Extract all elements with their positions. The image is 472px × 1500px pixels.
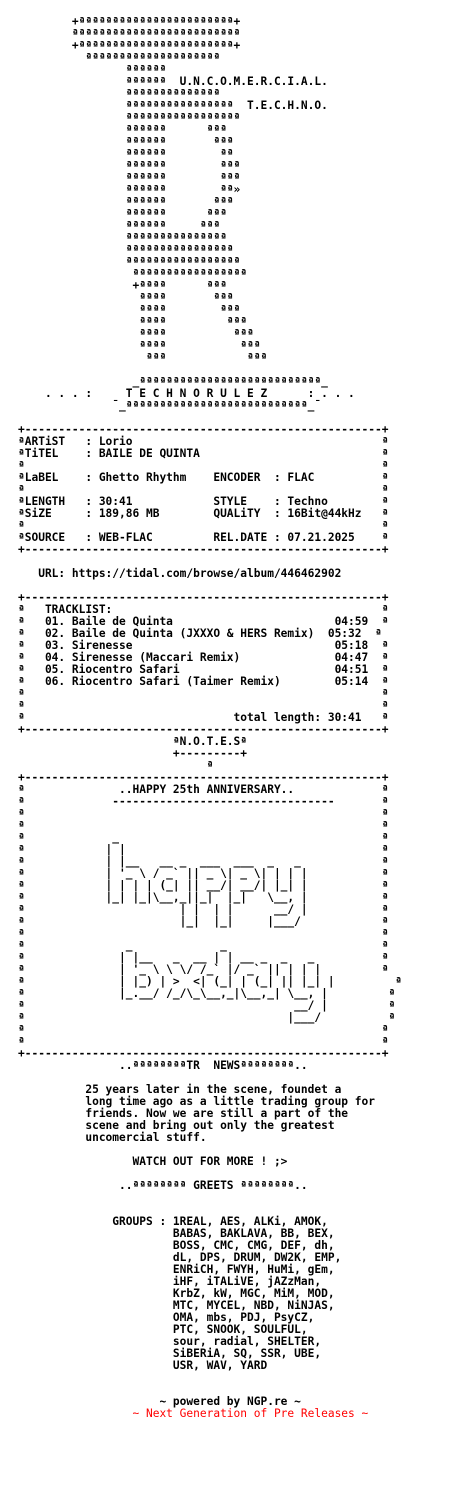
nfo-line: ª ª [18, 927, 389, 940]
nfo-line: dL, DPS, DRUM, DW2K, EMP, [18, 1251, 342, 1264]
nfo-line: BABAS, BAKLAVA, BB, BEX, [18, 1227, 335, 1240]
nfo-line: ª 04. Sirenesse (Maccari Remix) 04:47 ª [18, 651, 389, 664]
nfo-line: ªªªª ªªª [18, 291, 234, 304]
nfo-line: +-----------------------------------------------------+ [18, 771, 389, 784]
nfo-line: ªTiTEL : BAILE DE QUINTA ª [18, 447, 389, 460]
nfo-line: ª | |__ _ __ | | __ _ _ _ ª [18, 951, 389, 964]
nfo-line: ª ª [18, 519, 389, 532]
nfo-line: +-----------------------------------------------------+ [18, 423, 389, 436]
nfo-line [18, 1192, 472, 1204]
nfo-line: ª _ _ ª [18, 939, 389, 952]
nfo-line: ª _ ª [18, 831, 389, 844]
nfo-line: ªªªªªª ªªª [18, 219, 221, 232]
nfo-line: friends. Now we are still a part of the [18, 1107, 349, 1120]
nfo-line: ..ªªªªªªªªTR NEWSªªªªªªªª.. [18, 1059, 308, 1072]
nfo-line: ª 03. Sirenesse 05:18 ª [18, 639, 389, 652]
nfo-line: ¯_ªªªªªªªªªªªªªªªªªªªªªªªªªªª_¯ [18, 399, 322, 412]
nfo-line: ENRiCH, FWYH, HuMi, gEm, [18, 1263, 335, 1276]
nfo-line: ªªªªªª ªª» [18, 183, 241, 196]
nfo-line: ~ powered by NGP.re ~ [18, 1395, 301, 1408]
nfo-line: ªLENGTH : 30:41 STYLE : Techno ª [18, 495, 389, 508]
nfo-line: USR, WAV, YARD [18, 1359, 268, 1372]
nfo-line: ª |_| |_| |___/ ª [18, 915, 389, 928]
footer-powered-by: ~ Next Generation of Pre Releases ~ [18, 1407, 369, 1420]
nfo-line: MTC, MYCEL, NBD, NiNJAS, [18, 1299, 335, 1312]
nfo-line: ªªªª ªªª [18, 339, 261, 352]
nfo-line: ª ª [18, 807, 389, 820]
nfo-line: ª ª [18, 819, 389, 832]
nfo-line: ª ª [18, 1023, 389, 1036]
nfo-line: ..ªªªªªªªª GREETS ªªªªªªªª.. [18, 1179, 308, 1192]
nfo-line: WATCH OUT FOR MORE ! ;> [18, 1155, 288, 1168]
nfo-line: +-----------------------------------------------------+ [18, 543, 389, 556]
nfo-line: ª ª [18, 1035, 389, 1048]
nfo-line: ª | '_ \ / _` || _ \| _ \| | | | ª [18, 867, 389, 880]
nfo-line: ªªªª ªªª [18, 315, 248, 328]
nfo-line: ª | |_) | > <| (_| | (_| || |_| | ª [18, 975, 402, 988]
nfo-line: +ªªªª ªªª [18, 279, 227, 292]
nfo-line: +-----------------------------------------------------+ [18, 723, 389, 736]
nfo-line: ª ª [18, 699, 389, 712]
nfo-line: ª 01. Baile de Quinta 04:59 ª [18, 615, 389, 628]
nfo-line: ªN.O.T.E.Sª [18, 735, 248, 748]
nfo-line: ª total length: 30:41 ª [18, 711, 389, 724]
nfo-line: ª | | | | (_| || __/| __/| |_| | ª [18, 879, 389, 892]
nfo-line: URL: https://tidal.com/browse/album/446462902 [18, 567, 342, 580]
nfo-line: long time ago as a little trading group for [18, 1095, 375, 1108]
nfo-line: ªªªªªª ªªª [18, 171, 241, 184]
nfo-line: +---------+ [18, 747, 248, 760]
nfo-line: ª 05. Riocentro Safari 04:51 ª [18, 663, 389, 676]
nfo-line: ªSiZE : 189,86 MB QUALiTY : 16Bit@44kHz ª [18, 507, 389, 520]
nfo-line: ª --------------------------------- ª [18, 795, 389, 808]
nfo-line: sour, radial, SHELTER, [18, 1335, 322, 1348]
nfo-line: ª ª [18, 459, 389, 472]
nfo-line: +-----------------------------------------------------+ [18, 1047, 389, 1060]
footer-tagline [18, 1420, 472, 1432]
nfo-line: ªªªªªªªªªªªªªªªªªªªª [18, 51, 221, 64]
nfo-line: ª ..HAPPY 25th ANNIVERSARY.. ª [18, 783, 389, 796]
nfo-line: ªªªªªªªªªªªªªªªªª [18, 111, 241, 124]
nfo-line: ª |_| |_|\__,_||_| |_| \__, | ª [18, 891, 389, 904]
nfo-line: ªªªªªª U.N.C.O.M.E.R.C.I.A.L. [18, 75, 328, 88]
nfo-line: SiBERiA, SQ, SSR, UBE, [18, 1347, 322, 1360]
nfo-line: _ªªªªªªªªªªªªªªªªªªªªªªªªªªª_ [18, 375, 328, 388]
nfo-line [18, 1372, 472, 1384]
nfo-line: ªªªªªª [18, 63, 167, 76]
nfo-line: +ªªªªªªªªªªªªªªªªªªªªªªª+ [18, 15, 241, 28]
nfo-line: OMA, mbs, PDJ, PsyCZ, [18, 1311, 315, 1324]
nfo-line: ªªªªªª ªªª [18, 123, 227, 136]
nfo-line: GROUPS : 1REAL, AES, ALKi, AMOK, [18, 1215, 328, 1228]
nfo-line: ªªªªªªªªªªªªªªªªª [18, 267, 248, 280]
nfo-line: ªªªªªª ªªª [18, 195, 234, 208]
nfo-line: ªªªª ªªª [18, 303, 241, 316]
nfo-line: ªªªªªª ªª [18, 147, 234, 160]
nfo-line: ª |___/ ª [18, 1011, 396, 1024]
nfo-line: ªªªªªª ªªª [18, 135, 234, 148]
nfo-line: ªªªªªªªªªªªªªªªªªªªªªªªªª [18, 27, 241, 40]
nfo-line: ªªªªªªªªªªªªªªªª T.E.C.H.N.O. [18, 99, 328, 112]
nfo-line: +ªªªªªªªªªªªªªªªªªªªªªªª+ [18, 39, 241, 52]
nfo-line: ªªªªªªªªªªªªªªª [18, 231, 227, 244]
nfo-line: ªªªª ªªª [18, 327, 254, 340]
nfo-line: ªARTiST : Lorio ª [18, 435, 389, 448]
nfo-line: ª | | ª [18, 843, 389, 856]
nfo-line: uncomercial stuff. [18, 1131, 207, 1144]
nfo-line: scene and bring out only the greatest [18, 1119, 335, 1132]
nfo-line: ª __/ | ª [18, 999, 396, 1012]
nfo-line: ª TRACKLIST: ª [18, 603, 389, 616]
nfo-line: ª | '_ \ \ \/ /_` |/ _` || | | | ª [18, 963, 389, 976]
nfo-line: ª ª [18, 483, 389, 496]
nfo-line: +-----------------------------------------------------+ [18, 591, 389, 604]
nfo-line: ª |_.__/ /_/\_\__,_|\__,_| \__, | ª [18, 987, 396, 1000]
nfo-line: ªLaBEL : Ghetto Rhythm ENCODER : FLAC ª [18, 471, 389, 484]
nfo-line: ªªªªªªªªªªªªªªªª [18, 243, 234, 256]
nfo-line: PTC, SNOOK, SOULFUL, [18, 1323, 308, 1336]
nfo-line: KrbZ, kW, MGC, MiM, MOD, [18, 1287, 335, 1300]
nfo-line: ª 06. Riocentro Safari (Taimer Remix) 05:14 ª [18, 675, 389, 688]
nfo-line: 25 years later in the scene, foundet a [18, 1083, 342, 1096]
nfo-line: . . . : T E C H N O R U L E Z : . . . [18, 387, 355, 400]
nfo-line: ªSOURCE : WEB-FLAC REL.DATE : 07.21.2025 ª [18, 531, 389, 544]
nfo-line: iHF, iTALiVE, jAZzMan, [18, 1275, 322, 1288]
nfo-line: ª | | | | __/ | ª [18, 903, 389, 916]
nfo-line: ª [18, 759, 214, 772]
nfo-line: ªªªªªª ªªª [18, 207, 227, 220]
nfo-line: ªªªªªªªªªªªªªª [18, 87, 221, 100]
nfo-line: ª 02. Baile de Quinta (JXXXO & HERS Remix) 05:32 ª [18, 627, 382, 640]
nfo-line: ªªªªªª ªªª [18, 159, 241, 172]
nfo-line: BOSS, CMC, CMG, DEF, dh, [18, 1239, 335, 1252]
nfo-line: ªªªªªªªªªªªªªªªªª [18, 255, 241, 268]
nfo-line: ªªª ªªª [18, 351, 268, 364]
nfo-line: ª | |__ __ _ ___ ___ _ _ ª [18, 855, 389, 868]
nfo-line: ª ª [18, 687, 389, 700]
